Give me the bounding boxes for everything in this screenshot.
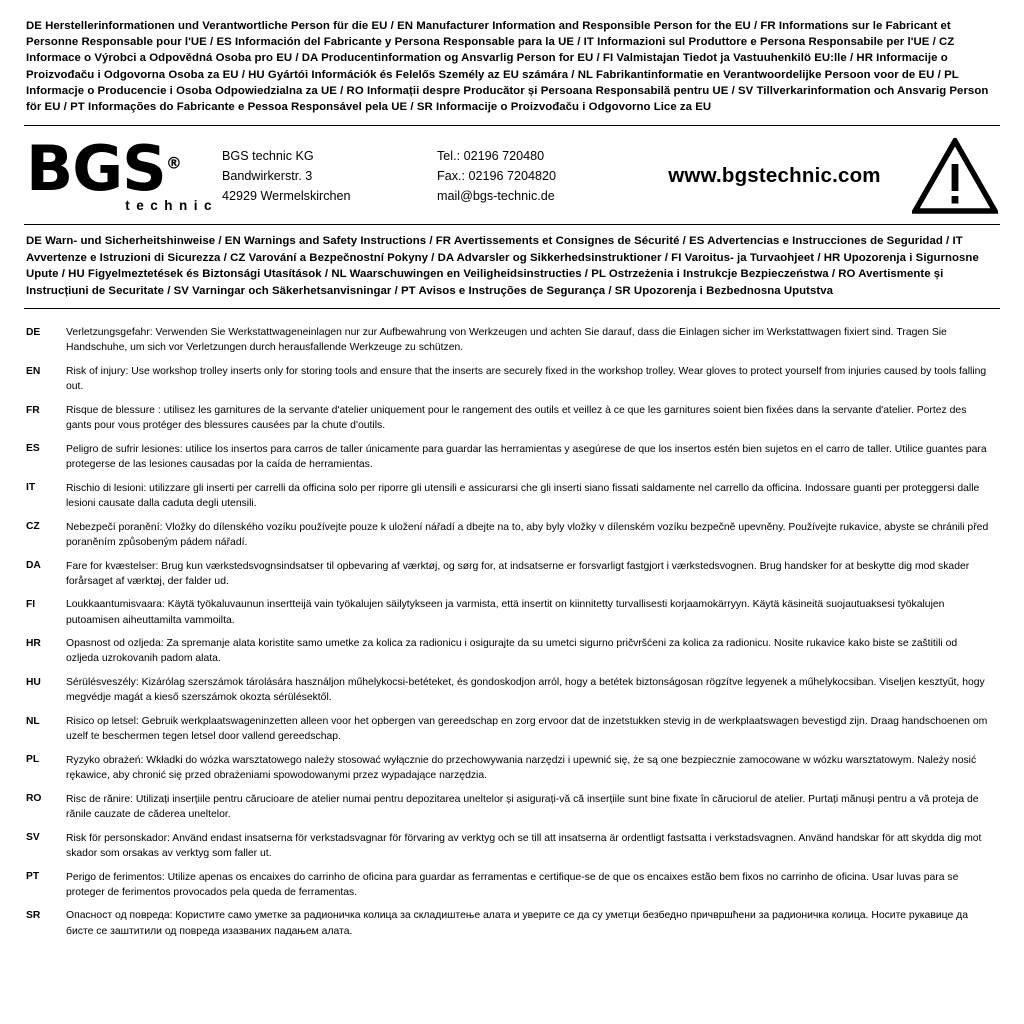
company-address — [222, 146, 437, 207]
instruction-row — [26, 559, 998, 589]
company-city: 42929 Wermelskirchen — [222, 189, 351, 204]
instruction-text: Risk of injury: Use workshop trolley inserts only for storing tools and ensure that the inserts are securely fixed in the workshop trolley. Wear gloves to protect yourself from injuries caused by tools falling out. — [66, 366, 987, 393]
manufacturer-info-heading: DE Herstellerinformationen und Verantwortliche Person für die EU / EN Manufacturer Information and Responsible Person for the EU / FR Informations sur le Fabricant et Personne Responsable pour l'UE / ES Información del Fabricante y Persona Responsable para la UE / IT Informazioni sul Produttore e Persona Responsabile per l'UE / CZ Informace o Výrobci a Odpovědná Osoba pro EU / DA Producentinformation og Ansvarlig Person for EU / FI Valmistajan Tiedot ja Vastuuhenkilö EU:lle / HR Informacije o Proizvođaču i Odgovorna Osoba za EU / HU Gyártói Információk és Felelős Személy az EU számára / NL Fabrikantinformatie en Verantwoordelijke Persoon voor de EU / PL Informacje o Producencie i Osoba Odpowiedzialna za UE / RO Informații despre Producător și Persoana Responsabilă pentru UE / SV Tillverkarinformation och Ansvarig Person för EU / PT Informações do Fabricante e Pessoa Responsável pela UE / SR Informacije o Proizvođaču i Odgovorno Lice za EU — [26, 20, 989, 113]
instruction-row — [26, 675, 998, 705]
instruction-row — [26, 714, 998, 744]
warning-triangle-icon — [906, 138, 998, 214]
language-code: SV — [26, 832, 40, 844]
instruction-text: Fare for kvæstelser: Brug kun værkstedsvognsindsatser til opbevaring af værktøj, og sørg for, at indsatserne er forsvarligt fastgjort i værkstedsvognen. Brug handsker for at beskytte dig mod skader forårsaget af værktøj, der falder ud. — [66, 560, 970, 587]
instruction-row — [26, 403, 998, 433]
instruction-text: Verletzungsgefahr: Verwenden Sie Werkstattwageneinlagen nur zur Aufbewahrung von Werkzeugen und achten Sie darauf, dass die Einlagen sicher im Werkstattwagen fixiert sind. Tragen Sie Handschuhe, um sich vor Verletzungen durch herausfallende Werkzeuge zu schützen. — [66, 327, 947, 354]
instruction-text: Risque de blessure : utilisez les garnitures de la servante d'atelier uniquement pour le rangement des outils et veillez à ce que les garnitures soient bien fixées dans la servante d'atelier. Portez des gants pour vous protéger des blessures causées par la chute d'outils. — [66, 405, 967, 432]
language-code: DE — [26, 326, 41, 338]
company-contact — [437, 146, 637, 207]
instruction-row — [26, 520, 998, 550]
instruction-row — [26, 325, 998, 355]
language-code: HU — [26, 676, 41, 688]
instruction-text: Opasnost od ozljeda: Za spremanje alata koristite samo umetke za kolica za radionicu i osigurajte da su umetci sigurno pričvršćeni za kolica za radionicu. Nosite rukavice kako biste se zaštitili od ozljeda uzrokovanih padom alata. — [66, 638, 958, 665]
instruction-row — [26, 792, 998, 822]
instruction-text: Nebezpečí poranění: Vložky do dílenského vozíku používejte pouze k uložení nářadí a dbejte na to, aby byly vložky v dílenském vozíku bezpečně upevněny. Používejte rukavice, abyste se chránili před poraněním způsobeným pádem nářadí. — [66, 521, 989, 548]
language-code: DA — [26, 560, 41, 571]
instruction-text: Risk för personskador: Använd endast insatserna för verkstadsvagnar för förvaring av verktyg och se till att insatserna är ordentligt fastsatta i verkstadsvagnen. Använd handskar för att skydda dig mot skador som orsakas av verktyg som faller ut. — [66, 832, 982, 859]
instruction-row — [26, 753, 998, 783]
company-information-band — [24, 126, 1000, 224]
instruction-text: Peligro de sufrir lesiones: utilice los insertos para carros de taller únicamente para guardar las herramientas y asegúrese de que los insertos estén bien sujetos en el carro de taller. Utilice guantes para protegerse de las lesiones causadas por la caída de herramientas. — [66, 443, 987, 471]
instruction-row — [26, 364, 998, 394]
company-fax: Fax.: 02196 7204820 — [437, 168, 557, 183]
instructions-list — [24, 309, 1000, 939]
language-code: IT — [26, 482, 36, 494]
safety-instructions-heading: DE Warn- und Sicherheitshinweise / EN Warnings and Safety Instructions / FR Avertissements et Consignes de Sécurité / ES Advertencias e Instrucciones de Seguridad / IT Avvertenze e Istruzioni di Sicurezza / CZ Varování a Bezpečnostní Pokyny / DA Advarsler og Sikkerhedsinstruktioner / FI Varoitus- ja Turvaohjeet / HR Upozorenja i Sigurnosne Upute / HU Figyelmeztetések és Biztonsági Utasítások / NL Waarschuwingen en Veiligheidsinstructies / PL Ostrzeżenia i Instrukcje Bezpieczeństwa / RO Avertismente și Instrucțiuni de Securitate / SV Varningar och Säkerhetsanvisningar / PT Avisos e Instruções de Segurança / SR Upozorenja i Bezbednosna Uputstva — [26, 235, 979, 297]
language-code: HR — [26, 637, 41, 649]
registered-trademark-icon: ® — [165, 152, 181, 172]
language-code: PT — [26, 871, 40, 882]
instruction-text: Risc de rănire: Utilizați inserțiile pentru cărucioare de atelier numai pentru depozitarea uneltelor și asigurați-vă că inserțiile sunt bine fixate în căruciorul de atelier. Purtați mănuși pentru a vă proteja de rănile cauzate de căderea uneltelor. — [66, 793, 979, 820]
instruction-text: Ryzyko obrażeń: Wkładki do wózka warsztatowego należy stosować wyłącznie do przechowywania narzędzi i upewnić się, że są one bezpiecznie zamocowane w wózku warsztatowym. Należy nosić rękawice, aby chronić się przed obrażeniami spowodowanymi przez wypadające narzędzia. — [66, 754, 977, 782]
logo-subtext: technic — [125, 197, 218, 213]
language-code: FR — [26, 404, 40, 416]
instruction-text: Опасност од повреда: Користите само уметке за радионичка колица за складиштење алата и уверите се да су уметци безбедно причвршћени за радионичка колица. Носите рукавице да бисте се заштитили од повреда изазваних падањем алата. — [66, 910, 968, 937]
company-telephone: Tel.: 02196 720480 — [437, 148, 545, 163]
instruction-row — [26, 908, 998, 938]
instruction-row — [26, 636, 998, 666]
instruction-text: Perigo de ferimentos: Utilize apenas os encaixes do carrinho de oficina para guardar as ferramentas e certifique-se de que os encaixes estão bem fixos no carrinho de oficina. Usar luvas para se proteger de ferimentos provocados pela queda de ferramentas. — [66, 871, 959, 898]
language-code: RO — [26, 793, 42, 805]
language-code: NL — [26, 715, 40, 727]
logo-text: BGS — [26, 131, 166, 205]
language-code: SR — [26, 909, 41, 921]
instruction-row — [26, 870, 998, 900]
instruction-text: Loukkaantumisvaara: Käytä työkaluvaunun insertteijä vain työkalujen säilytykseen ja varmista, että insertit on kiinnitetty turvallisesti korjaamokärryyn. Käytä käsineitä suojautuaksesi työkalujen putoamisen aiheuttamilta vammoilta. — [66, 599, 945, 626]
language-code: FI — [26, 598, 36, 610]
language-code: PL — [26, 754, 40, 766]
language-code: EN — [26, 365, 41, 377]
company-email: mail@bgs-technic.de — [437, 189, 555, 204]
company-name: BGS technic KG — [222, 148, 314, 163]
company-street: Bandwirkerstr. 3 — [222, 168, 313, 183]
instruction-row — [26, 831, 998, 861]
instruction-text: Sérülésveszély: Kizárólag szerszámok tárolására használjon műhelykocsi-betéteket, és gondoskodjon arról, hogy a betétek biztonságosan rögzítve legyenek a műhelykocsiban. Viseljen kesztyűt, hogy megvédje magát a kieső szerszámok okozta sérülésektől. — [66, 677, 985, 704]
company-website: www.bgstechnic.com — [668, 164, 881, 188]
instruction-row — [26, 597, 998, 627]
language-code: CZ — [26, 521, 40, 533]
instruction-text: Rischio di lesioni: utilizzare gli inserti per carrelli da officina solo per riporre gli utensili e assicurarsi che gli inserti siano fissati saldamente nel carrello da officina. Indossare guanti per proteggersi dalle lesioni causate dalla caduta degli utensili. — [66, 482, 980, 509]
instruction-row — [26, 442, 998, 472]
instruction-row — [26, 481, 998, 511]
instruction-text: Risico op letsel: Gebruik werkplaatswageninzetten alleen voor het opbergen van gereedschap en zorg ervoor dat de inzetstukken stevig in de werkplaatswagen bevestigd zijn. Draag handschoenen om uzelf te beschermen tegen letsel door vallend gereedschap. — [66, 716, 988, 743]
language-code: ES — [26, 443, 40, 455]
bgs-logo — [26, 131, 222, 213]
